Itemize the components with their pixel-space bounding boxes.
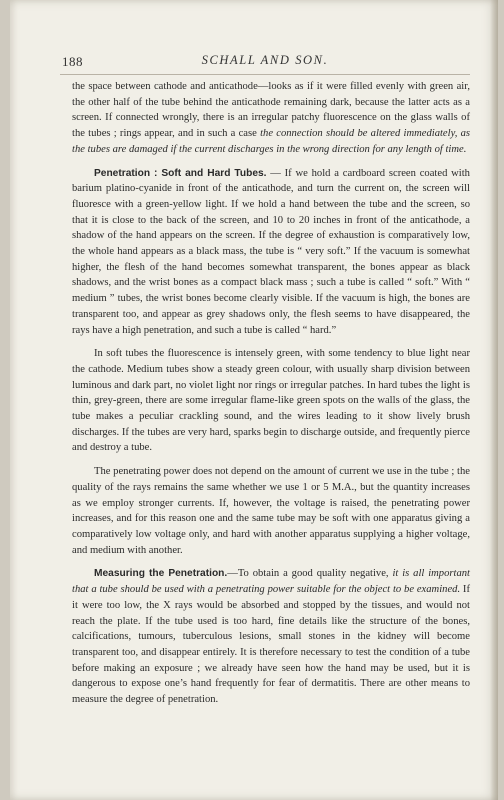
paragraph [72,346,470,456]
italic-text: it is all important that a tube should be used with a penetrating power suitable for the object to be examined. [72,568,470,596]
paragraph [72,79,470,158]
section-heading: Measuring the Penetration. [94,568,228,580]
book-page [10,0,498,800]
paragraph [72,464,470,558]
paragraph [72,566,470,707]
paragraph [72,166,470,339]
running-title: SCHALL AND SON. [201,53,329,67]
paragraph-text: — If we hold a cardboard screen coated with barium platino-cyanide in front of the anticathode, and turn the current on, the screen will fluoresce with a green-yellow light. If we hold a hand between the tube and the screen, so that it is close to the back of the screen, and 10 to 20 inches in front of the anticathode, a shadow of the hand appears on the screen. If the degree of exhaustion is comparatively low, the whole hand appears as a black mass, the tube is “ very soft.” If the vacuum is somewhat higher, the flesh of the hand becomes somewhat transparent, the bones appear as black shadows, and the wrist bones as a compact black mass ; such a tube is called “ soft.” With “ medium ” tubes, the wrist bones become clearly visible. If the vacuum is high, the bones are transparent too, and appear as grey shadows only, the flesh seems to have disappeared, the rays have a high penetration, and such a tube is called “ hard.” [72,167,470,336]
paragraph-text: the space between cathode and anticathode—looks as if it were filled evenly with green air, the other half of the tube behind the anticathode remaining dark, because the latter acts as a screen. If connected wrongly, there is an irregular patchy fluorescence on the glass walls of the tubes ; rings appear, and in such a case [72,81,470,140]
italic-text: the connection should be altered immediately, as the tubes are damaged if the current discharges in the wrong direction for any length of time. [72,128,470,155]
paragraph-text: The penetrating power does not depend on the amount of current we use in the tube ; the quality of the rays remains the same whether we use 1 or 5 M.A., but the quantity increases as we employ stronger currents. If, however, the voltage is raised, the penetrating power increases, and for this reason one and the same tube may be soft with one apparatus giving a comparatively low voltage only, and hard with another apparatus supplying a higher voltage, and medium with another. [72,466,470,556]
page-number: 188 [62,54,83,69]
paragraph-text: If it were too low, the X rays would be absorbed and stopped by the tissues, and would not reach the plate. If the tube used is too hard, fine details like the structure of the bones, calcifications, tumours, tuberculous lesions, small stones in the kidney will become transparent too, and disappear entirely. It is therefore necessary to test the condition of a tube before making an exposure ; we already have seen how the hand may be used, but it is dangerous to expose one’s hand frequently for fear of dermatitis. There are other means to measure the degree of penetration. [72,584,470,706]
body-text [72,79,470,716]
paragraph-text: In soft tubes the fluorescence is intensely green, with some tendency to blue light near the cathode. Medium tubes show a steady green colour, with usually sharp division between luminous and dark part, no violet light nor rings or irregular patches. In hard tubes the light is thin, grey-green, there are some irregular flame-like green spots on the walls of the glass, the tube makes a peculiar crackling sound, and the wires leading to it show lively brush discharges. If the tubes are very hard, sparks begin to discharge outside, and frequently pierce and destroy a tube. [72,348,470,454]
paragraph-text: —To obtain a good quality negative, [227,568,393,580]
section-heading: Penetration : Soft and Hard Tubes. [94,167,267,179]
page-header [60,52,470,75]
